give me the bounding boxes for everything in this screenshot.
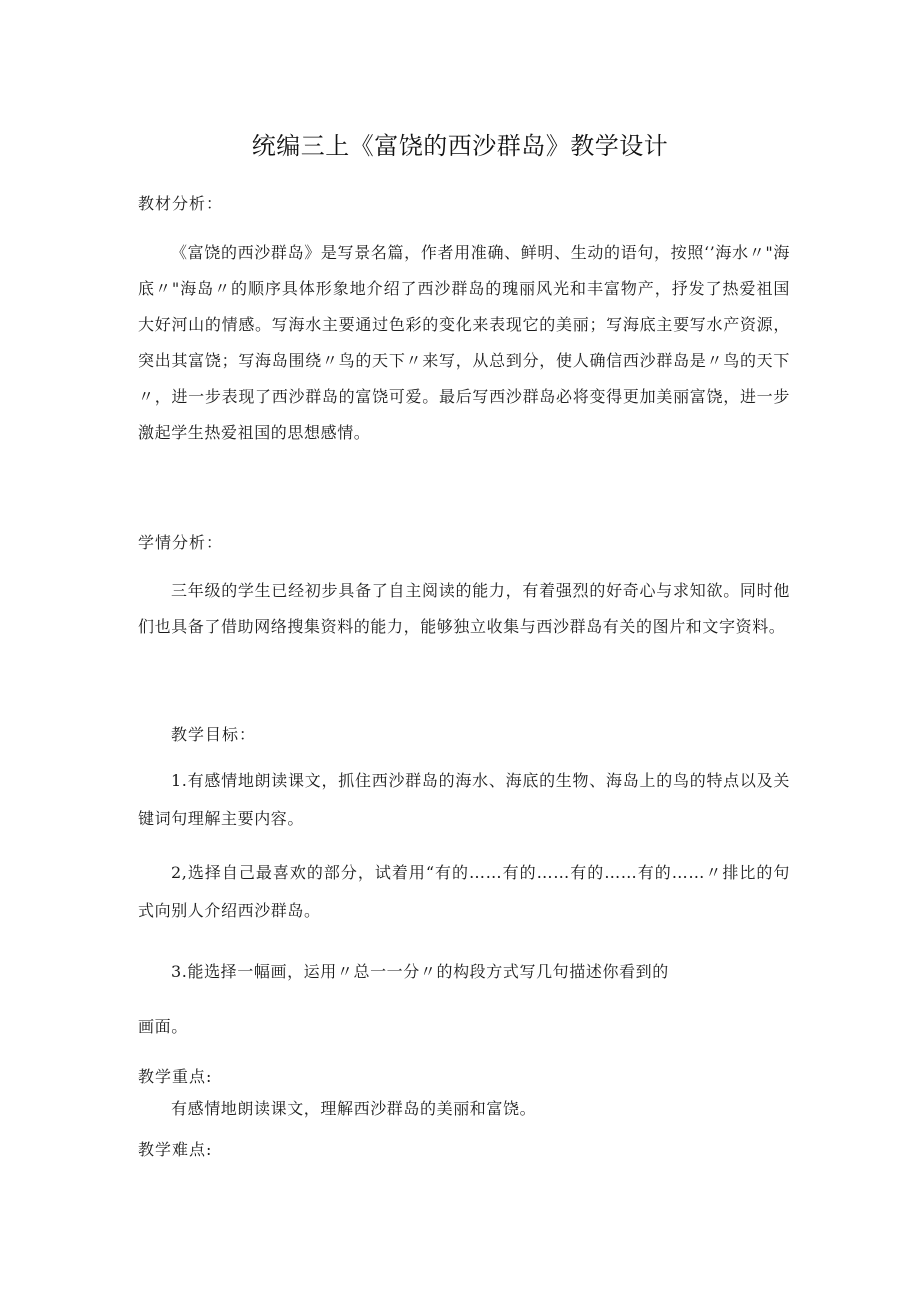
material-analysis-heading: 教材分析：: [138, 194, 224, 213]
key-points-text: 有感情地朗读课文，理解西沙群岛的美丽和富饶。: [171, 1099, 537, 1118]
key-points-heading: 教学重点:: [138, 1067, 213, 1086]
objective-item-3: 3.能选择一幅画，运用〃总一一分〃的构段方式写几句描述你看到的: [171, 962, 669, 981]
student-analysis-heading: 学情分析：: [138, 533, 224, 552]
objective-item-2: 2,选择自己最喜欢的部分，试着用“有的……有的……有的……有的……〃排比的句式向别人介绍西沙群岛。: [138, 863, 790, 920]
objective-item-3-continued: 画面。: [138, 1017, 188, 1036]
objectives-heading: 教学目标：: [171, 725, 257, 744]
document-title: 统编三上《富饶的西沙群岛》教学设计: [251, 132, 669, 160]
objective-item-1: 1.有感情地朗读课文，抓住西沙群岛的海水、海底的生物、海岛上的鸟的特点以及关键词句理解主要内容。: [138, 771, 790, 828]
student-analysis-paragraph: 三年级的学生已经初步具备了自主阅读的能力，有着强烈的好奇心与求知欲。同时他们也具备了借助网络搜集资料的能力，能够独立收集与西沙群岛有关的图片和文字资料。: [138, 581, 790, 636]
difficulties-heading: 教学难点:: [138, 1140, 213, 1159]
material-analysis-paragraph: 《富饶的西沙群岛》是写景名篇，作者用准确、鲜明、生动的语句，按照‘’海水〃"海底〃"海岛〃的顺序具体形象地介绍了西沙群岛的瑰丽风光和丰富物产，抒发了热爱祖国大好河山的情感。写海水主要通过色彩的变化来表现它的美丽；写海底主要写水产资源，突出其富饶；写海岛围绕〃鸟的天下〃来写，从总到分，使人确信西沙群岛是〃鸟的天下〃，进一步表现了西沙群岛的富饶可爱。最后写西沙群岛必将变得更加美丽富饶，进一步激起学生热爱祖国的思想感情。: [138, 243, 790, 442]
